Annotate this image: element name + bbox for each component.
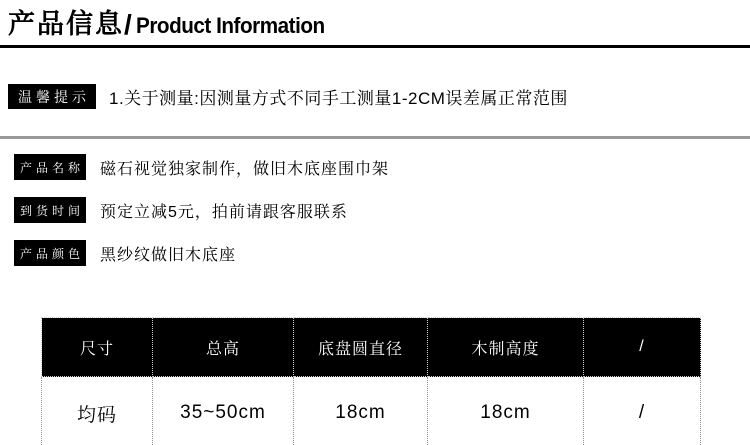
size-table-header-base-diameter: 底盘圆直径 bbox=[294, 318, 428, 377]
title-divider-rule bbox=[0, 45, 750, 48]
arrival-time-badge: 到货时间 bbox=[14, 197, 86, 223]
size-table bbox=[41, 317, 701, 445]
size-table-cell-size: 均码 bbox=[42, 377, 153, 445]
size-table-header-total-height: 总高 bbox=[153, 318, 294, 377]
size-table-cell-slash: / bbox=[584, 377, 701, 445]
size-table-header-size: 尺寸 bbox=[42, 318, 153, 377]
tip-label-badge: 温馨提示 bbox=[8, 84, 96, 109]
title-slash-divider: / bbox=[124, 9, 132, 40]
tip-text: 1.关于测量:因测量方式不同手工测量1-2CM误差属正常范围 bbox=[109, 89, 568, 108]
size-table-cell-total-height: 35~50cm bbox=[153, 377, 294, 445]
size-table-header-wood-height: 木制高度 bbox=[428, 318, 584, 377]
product-color-badge: 产品颜色 bbox=[14, 240, 86, 266]
product-color-value: 黑纱纹做旧木底座 bbox=[100, 246, 237, 264]
tip-row bbox=[8, 84, 568, 109]
info-row-product-color bbox=[14, 240, 236, 266]
product-name-value: 磁石视觉独家制作，做旧木底座围巾架 bbox=[100, 160, 390, 178]
page-title-en: Product Information bbox=[135, 13, 325, 38]
arrival-time-value: 预定立减5元，拍前请跟客服联系 bbox=[100, 203, 348, 221]
size-table-cell-wood-height: 18cm bbox=[428, 377, 584, 445]
size-table-header-row bbox=[42, 318, 701, 377]
product-name-badge: 产品名称 bbox=[14, 154, 86, 180]
size-table-data-row bbox=[42, 377, 701, 445]
page-title bbox=[8, 8, 337, 41]
section-divider-rule bbox=[0, 136, 750, 139]
size-table-cell-base-diameter: 18cm bbox=[294, 377, 428, 445]
page-title-cn: 产品信息 bbox=[8, 9, 124, 39]
info-row-product-name bbox=[14, 154, 389, 180]
size-table-header-slash: / bbox=[584, 318, 701, 377]
info-row-arrival-time bbox=[14, 197, 348, 223]
